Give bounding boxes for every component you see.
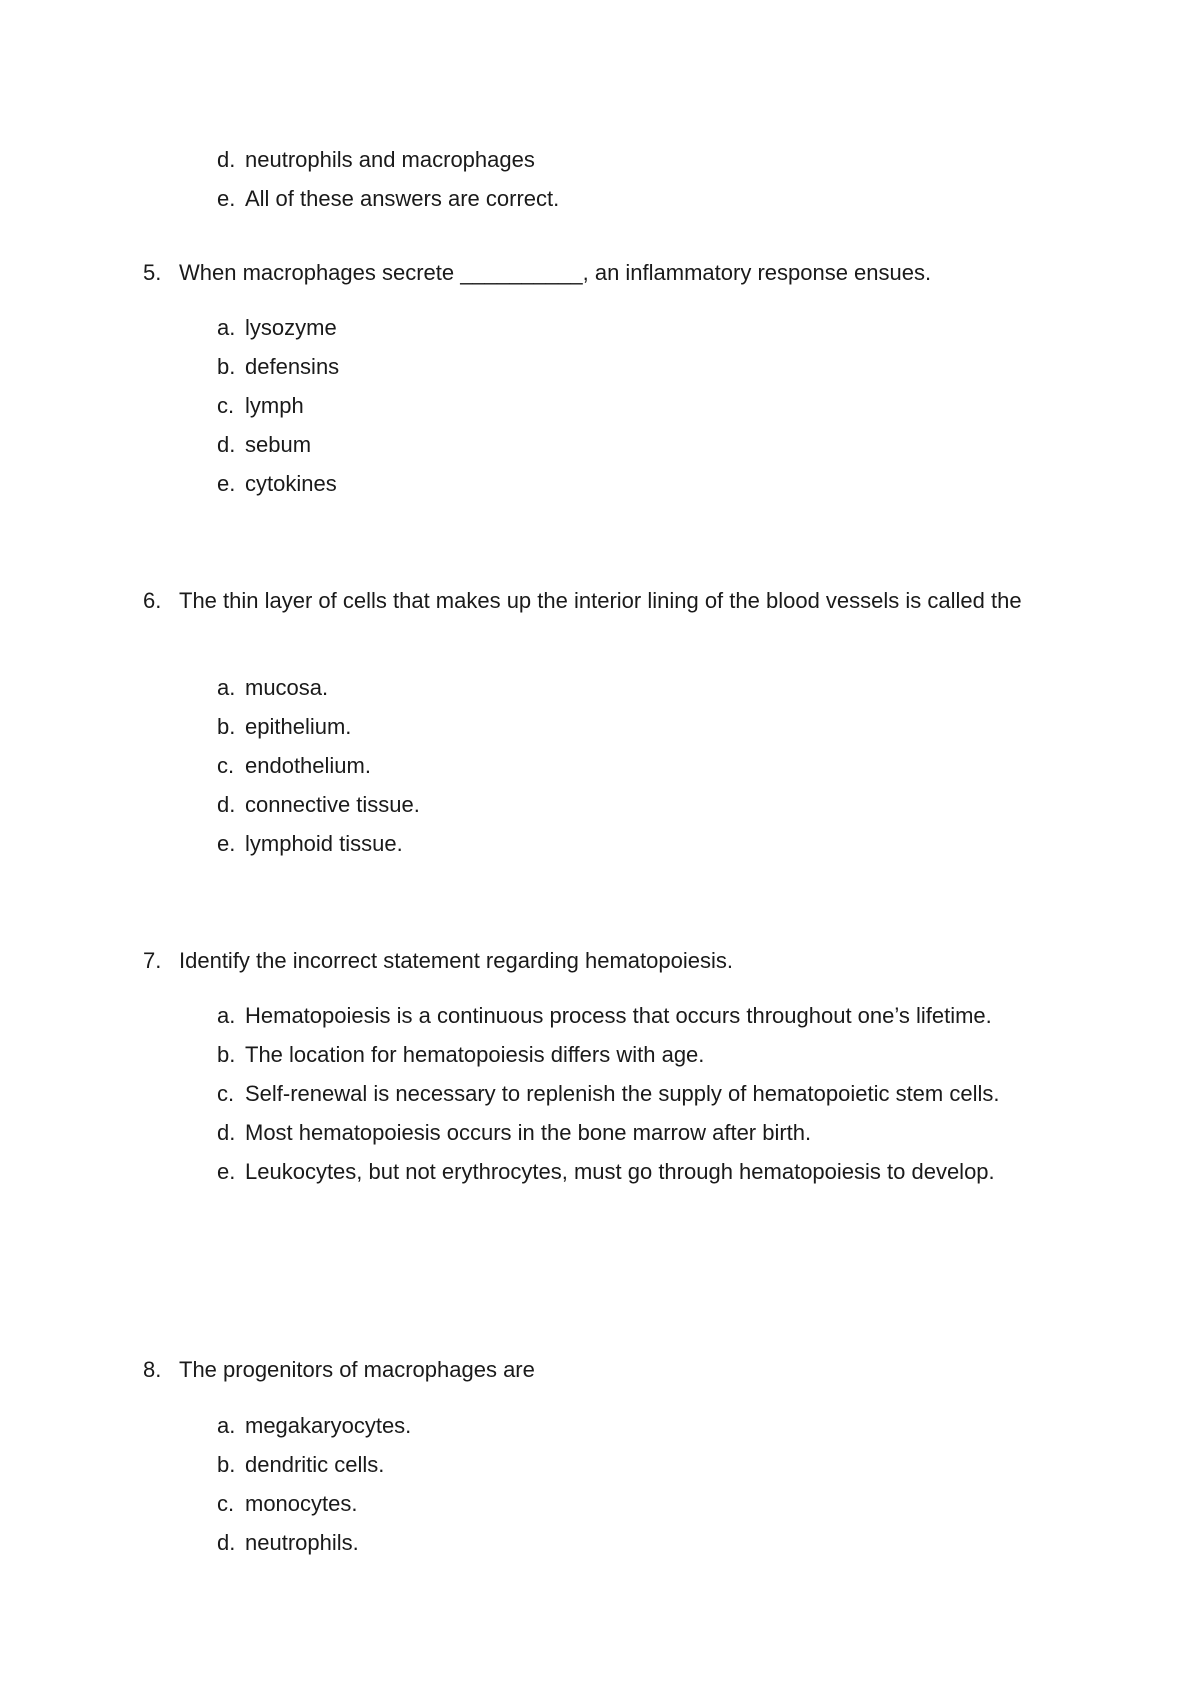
question-stem: The thin layer of cells that makes up the interior lining of the blood vessels is called the xyxy=(179,588,1022,613)
option-letter: b. xyxy=(217,1452,236,1477)
q8-options xyxy=(217,1409,1017,1565)
option-text: All of these answers are correct. xyxy=(245,186,560,211)
question-stem: The progenitors of macrophages are xyxy=(179,1357,535,1382)
question-number: 8. xyxy=(143,1357,162,1382)
q5-option-c xyxy=(217,389,1017,422)
option-letter: b. xyxy=(217,354,236,379)
q7-options xyxy=(217,999,1017,1194)
option-text: Most hematopoiesis occurs in the bone marrow after birth. xyxy=(245,1120,812,1145)
question-stem: When macrophages secrete __________, an inflammatory response ensues. xyxy=(179,260,932,285)
option-text: lymphoid tissue. xyxy=(245,831,403,856)
q7-option-b xyxy=(217,1038,1017,1071)
question-6 xyxy=(143,584,1023,617)
option-text: sebum xyxy=(245,432,312,457)
option-text: endothelium. xyxy=(245,753,371,778)
option-letter: e. xyxy=(217,831,236,856)
q4-option-d xyxy=(217,143,1017,176)
option-text: connective tissue. xyxy=(245,792,420,817)
q6-option-e xyxy=(217,827,1017,860)
option-letter: d. xyxy=(217,147,236,172)
option-letter: e. xyxy=(217,471,236,496)
option-text: lymph xyxy=(245,393,304,418)
option-letter: c. xyxy=(217,1081,235,1106)
option-text: epithelium. xyxy=(245,714,352,739)
option-letter: e. xyxy=(217,186,236,211)
option-letter: d. xyxy=(217,432,236,457)
question-7 xyxy=(143,944,1023,977)
q8-option-d xyxy=(217,1526,1017,1559)
option-text: monocytes. xyxy=(245,1491,358,1516)
option-text: neutrophils and macrophages xyxy=(245,147,535,172)
option-letter: c. xyxy=(217,753,235,778)
option-letter: e. xyxy=(217,1159,236,1184)
option-letter: b. xyxy=(217,714,236,739)
option-text: lysozyme xyxy=(245,315,337,340)
question-number: 7. xyxy=(143,948,162,973)
option-letter: d. xyxy=(217,1120,236,1145)
q6-option-d xyxy=(217,788,1017,821)
question-8 xyxy=(143,1353,1023,1386)
q7-option-e xyxy=(217,1155,1017,1188)
q6-option-a xyxy=(217,671,1017,704)
option-letter: a. xyxy=(217,315,236,340)
q8-option-b xyxy=(217,1448,1017,1481)
option-text: Leukocytes, but not erythrocytes, must go through hematopoiesis to develop. xyxy=(245,1159,995,1184)
q5-option-e xyxy=(217,467,1017,500)
q7-option-c xyxy=(217,1077,1017,1110)
question-5 xyxy=(143,256,1023,289)
option-letter: c. xyxy=(217,1491,235,1516)
question-stem: Identify the incorrect statement regarding hematopoiesis. xyxy=(179,948,733,973)
option-letter: a. xyxy=(217,1413,236,1438)
option-letter: c. xyxy=(217,393,235,418)
q6-option-b xyxy=(217,710,1017,743)
option-text: megakaryocytes. xyxy=(245,1413,412,1438)
q4-option-e xyxy=(217,182,1017,215)
option-text: cytokines xyxy=(245,471,337,496)
option-text: neutrophils. xyxy=(245,1530,359,1555)
option-text: defensins xyxy=(245,354,340,379)
option-letter: a. xyxy=(217,675,236,700)
q8-option-c xyxy=(217,1487,1017,1520)
question-number: 6. xyxy=(143,588,162,613)
option-text: Self-renewal is necessary to replenish the supply of hematopoietic stem cells. xyxy=(245,1081,1000,1106)
option-text: dendritic cells. xyxy=(245,1452,385,1477)
q5-option-a xyxy=(217,311,1017,344)
q8-option-a xyxy=(217,1409,1017,1442)
option-letter: b. xyxy=(217,1042,236,1067)
q6-options xyxy=(217,671,1017,866)
question-number: 5. xyxy=(143,260,162,285)
q5-options xyxy=(217,311,1017,506)
q7-option-d xyxy=(217,1116,1017,1149)
q7-option-a xyxy=(217,999,1017,1032)
option-letter: d. xyxy=(217,1530,236,1555)
q6-option-c xyxy=(217,749,1017,782)
option-text: Hematopoiesis is a continuous process that occurs throughout one’s lifetime. xyxy=(245,1003,992,1028)
q5-option-b xyxy=(217,350,1017,383)
q5-option-d xyxy=(217,428,1017,461)
option-text: The location for hematopoiesis differs with age. xyxy=(245,1042,705,1067)
option-text: mucosa. xyxy=(245,675,329,700)
option-letter: a. xyxy=(217,1003,236,1028)
option-letter: d. xyxy=(217,792,236,817)
q4-options xyxy=(217,143,1017,221)
